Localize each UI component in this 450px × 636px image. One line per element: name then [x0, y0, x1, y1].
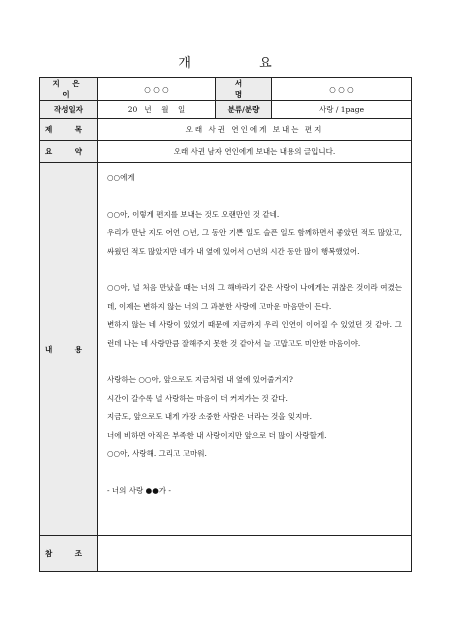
reference-label: 참 조 [40, 536, 98, 572]
category-value: 사랑 / 1page [272, 101, 412, 119]
letter-paragraph: 사랑하는 ○○아, 앞으로도 지금처럼 내 옆에 있어줄거지? [107, 375, 293, 384]
signature-value: ○ ○ ○ [272, 78, 412, 101]
letter-greeting: ○○에게 [107, 173, 135, 182]
content-body [98, 163, 412, 536]
subject-label: 제 목 [40, 119, 98, 141]
summary-label: 요 약 [40, 141, 98, 163]
author-value: ○ ○ ○ [98, 78, 216, 101]
letter-signoff: - 너의 사랑 ●●가 - [107, 485, 171, 495]
letter-paragraph: 시간이 갈수록 널 사랑하는 마음이 더 커져가는 것 같다. [107, 393, 288, 403]
reference-value [98, 536, 412, 572]
letter-paragraph: 너에 비하면 아직은 부족한 내 사랑이지만 앞으로 더 많이 사랑할게. [107, 430, 327, 440]
date-label: 작성일자 [40, 101, 98, 119]
content-label: 내 용 [40, 163, 98, 536]
author-label: 지 은 이 [40, 78, 98, 101]
date-value: 20 년 월 일 [98, 101, 216, 119]
page-title: 개 요 [178, 56, 304, 71]
subject-value: 오래 사귄 연인에게 보내는 편지 [98, 119, 412, 141]
letter-paragraph: ○○아, 널 처음 만났을 때는 너의 그 해바라기 같은 사랑이 나에게는 귀찮은 것이라 여겼는데, 이제는 변하지 않는 너의 그 과분한 사랑에 고마운 마음만이 든다. [107, 283, 402, 311]
category-label: 분류/분량 [216, 101, 272, 119]
letter-paragraph: ○○아, 이렇게 편지를 보내는 것도 오랜만인 것 같네. [107, 209, 280, 219]
document-form [39, 77, 412, 572]
letter-paragraph: 변하지 않는 네 사랑이 있었기 때문에 지금까지 우리 인연이 이어질 수 있었던 것 같아. 그런데 나는 네 사랑만큼 잘해주지 못한 것 같아서 늘 고맙고도 미안한 마음이야. [107, 320, 402, 348]
letter-paragraph: 지금도, 앞으로도 내게 가장 소중한 사람은 너라는 것을 잊지마. [107, 412, 312, 421]
letter-paragraph: ○○아, 사랑해. 그리고 고마워. [107, 449, 207, 458]
letter-paragraph: 우리가 만난 지도 어언 ○년, 그 동안 기쁜 일도 슬픈 일도 함께하면서 좋았던 적도 많았고, 싸웠던 적도 많았지만 네가 내 옆에 있어서 ○년의 시간 동안 많이 행복했었어. [107, 228, 402, 256]
signature-label: 서 명 [216, 78, 272, 101]
summary-value: 오래 사귄 남자 연인에게 보내는 내용의 글입니다. [98, 141, 412, 163]
